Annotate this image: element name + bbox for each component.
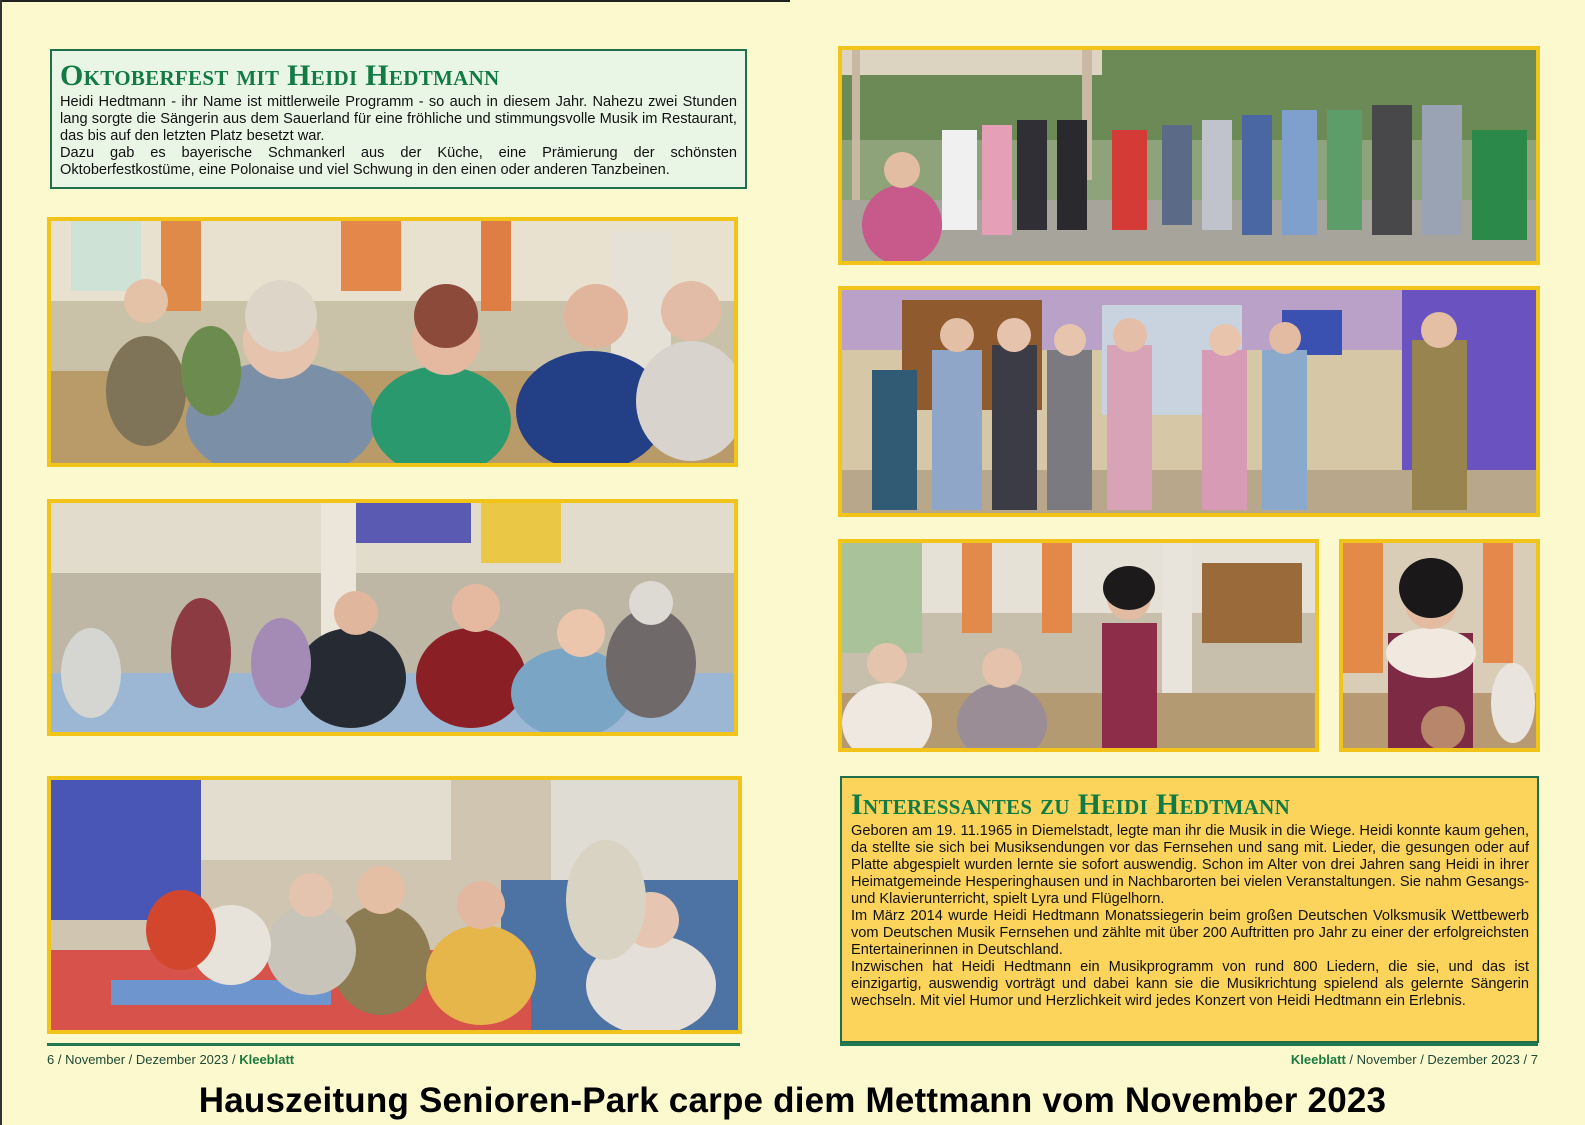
page-caption: Hauszeitung Senioren-Park carpe diem Mettmann vom November 2023 [198,1081,1387,1120]
left-border-line [0,0,2,1125]
right-footer-rule [840,1043,1538,1046]
photo-singer-closeup [1339,539,1540,752]
interessantes-paragraph-3: Inzwischen hat Heidi Hedtmann ein Musikprogramm von rund 800 Liedern, die sie, und das ist einzigartig, auswendig vorträgt und dabei kann sie die Musikrichtung spielend als gelernte Sängerin wechseln. Mit viel Humor und Herzlichkeit wird jedes Konzert von Heidi Hedtmann ein Erlebnis. [851,959,1529,1009]
left-brand: Kleeblatt [239,1052,295,1067]
right-page-number: 7 [1530,1052,1538,1067]
oktoberfest-paragraph-1: Heidi Hedtmann - ihr Name ist mittlerweile Programm - so auch in diesem Jahr. Nahezu zwei Stunden lang sorgte die Sängerin aus dem Sauerland für eine fröhliche und stimmungsvolle Musik im Restaurant, das bis auf den letzten Platz besetzt war. [60,94,737,144]
left-footer [47,1052,294,1067]
oktoberfest-paragraph-2: Dazu gab es bayerische Schmankerl aus der Küche, eine Prämierung der schönsten Oktoberfestkostüme, eine Polonaise und viel Schwung in den einen oder anderen Tanzbeinen. [60,145,737,178]
photo-singer-hall [838,539,1319,752]
right-brand: Kleeblatt [1290,1052,1346,1067]
interessantes-title: Interessantes zu Heidi Hedtmann [851,788,1291,821]
oktoberfest-title: Oktoberfest mit Heidi Hedtmann [60,59,500,92]
interessantes-paragraph-2: Im März 2014 wurde Heidi Hedtmann Monatssiegerin beim großen Deutschen Volksmusik Wettbewerb vom Deutschen Musik Fernsehen und zählte mit über 200 Auftritten pro Jahr zu einer der erfolgreichsten Entertainerinnen in Deutschland. [851,908,1529,958]
left-issue-text: / November / Dezember 2023 / [54,1052,240,1067]
left-page-number: 6 [47,1052,55,1067]
right-issue-text: / November / Dezember 2023 / [1345,1052,1531,1067]
photo-singers-dirndl [838,286,1540,517]
photo-polonaise-outdoor [838,46,1540,265]
left-footer-rule [47,1043,740,1046]
photo-festive-tables [47,776,742,1034]
right-footer [1291,1052,1538,1067]
interessantes-paragraph-1: Geboren am 19. 11.1965 in Diemelstadt, legte man ihr die Musik in die Wiege. Heidi konnte kaum gehen, da stellte sie sich bei Musiksendungen vor das Fernsehen und sang mit. Lieder, die gesungen oder auf Platte abgespielt wurden lernte sie sofort auswendig. Schon im Alter von drei Jahren sang Heidi in ihrer Heimatgemeinde Hesperinghausen und in Nachbarorten bei vielen Veranstaltungen. Sie nahm Gesangs- und Klavierunterricht, spielt Lyra und Flügelhorn. [851,823,1529,907]
interessantes-body [851,823,1529,1010]
top-border-line [0,0,790,2]
photo-seated-guests [47,217,738,467]
oktoberfest-body [60,94,737,179]
oktoberfest-text-box [50,49,747,189]
interessantes-text-box [840,776,1539,1043]
photo-crowded-hall [47,499,738,736]
